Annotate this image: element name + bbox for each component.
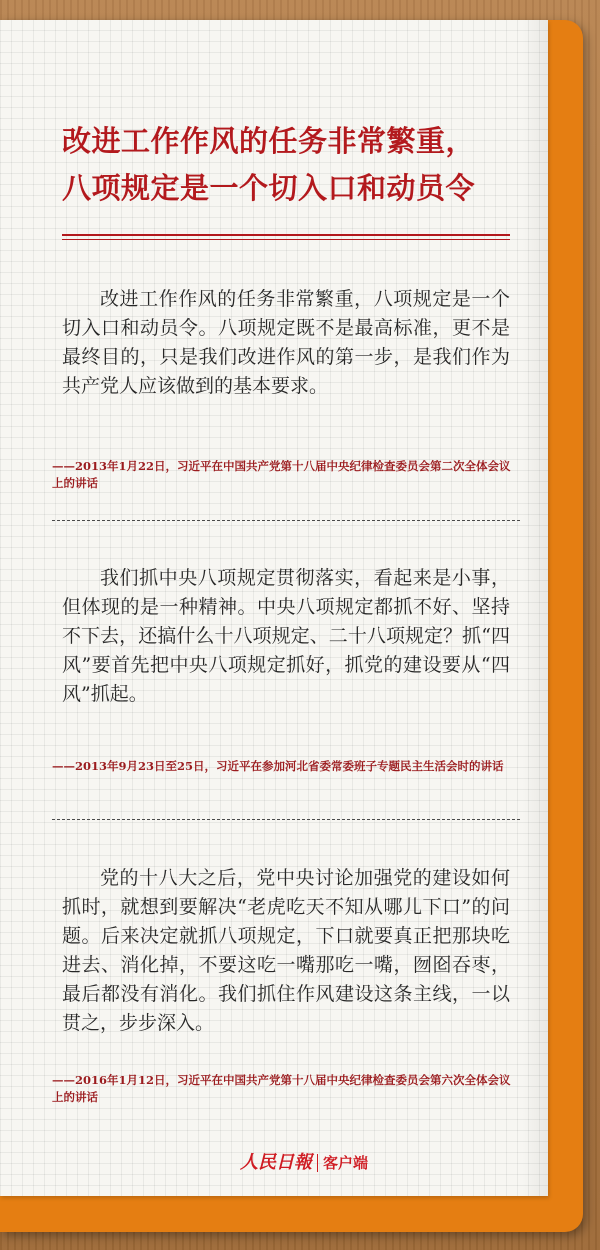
notebook-page: [0, 20, 548, 1196]
dashed-divider-2: [52, 819, 520, 820]
page-title: [62, 118, 532, 212]
quote-1-source: ——2013年1月22日，习近平在中国共产党第十八届中央纪律检查委员会第二次全体会议上的讲话: [52, 459, 511, 490]
quote-3-source: ——2016年1月12日，习近平在中国共产党第十八届中央纪律检查委员会第六次全体会议上的讲话: [52, 1073, 511, 1104]
title-line-2: 八项规定是一个切入口和动员令: [62, 171, 476, 205]
title-underline-thick: [62, 234, 510, 236]
dashed-divider-1: [52, 520, 520, 521]
logo-separator: [317, 1154, 318, 1172]
quote-3-text: 党的十八大之后，党中央讨论加强党的建设如何抓时，就想到要解决“老虎吃天不知从哪儿下口”的问题。后来决定就抓八项规定，下口就要真正把那块吃进去、消化掉，不要这吃一嘴那吃一嘴，囫囵吞枣，最后都没有消化。我们抓住作风建设这条主线，一以贯之，步步深入。: [62, 867, 510, 1034]
title-underline-thin: [62, 239, 510, 240]
quote-2-text: 我们抓中央八项规定贯彻落实，看起来是小事，但体现的是一种精神。中央八项规定都抓不好、坚持不下去，还搞什么十八项规定、二十八项规定？抓“四风”要首先把中央八项规定抓好，抓党的建设要从“四风”抓起。: [62, 567, 510, 705]
quote-1-text: 改进工作作风的任务非常繁重，八项规定是一个切入口和动员令。八项规定既不是最高标准，更不是最终目的，只是我们改进作风的第一步，是我们作为共产党人应该做到的基本要求。: [62, 288, 510, 397]
peoples-daily-logo: [240, 1153, 368, 1173]
quote-2-source: ——2013年9月23日至25日，习近平在参加河北省委常委班子专题民主生活会时的讲话: [52, 759, 504, 773]
title-line-1: 改进工作作风的任务非常繁重，: [62, 124, 476, 158]
peoples-daily-brand: 人民日報: [240, 1152, 312, 1173]
client-label: 客户端: [323, 1154, 369, 1172]
